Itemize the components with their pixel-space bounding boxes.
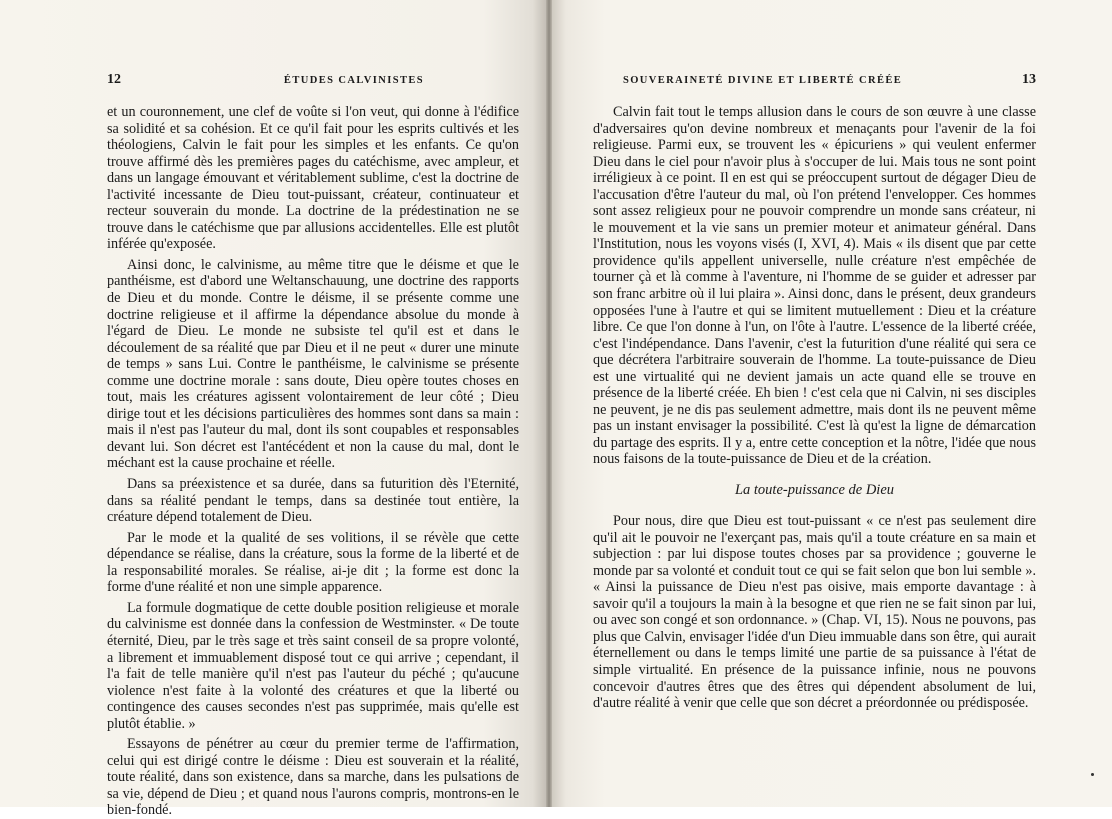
paragraph: Dans sa préexistence et sa durée, dans sa futurition dès l'Eternité, dans sa réalité pendant le temps, dans sa destinée tout entière, la créature dépend totalement de Dieu. (107, 476, 519, 526)
paragraph: et un couronnement, une clef de voûte si l'on veut, qui donne à l'édifice sa solidité et sa cohésion. Et ce qu'il fait pour les esprits cultivés et les théologiens, Calvin le fait pour les simples et les enfants. Ce qu'on trouve affirmé dès les premières pages du catéchisme, avec ampleur, et dans un langage émouvant et véritablement sublime, c'est la doctrine de l'activité incessante de Dieu tout-puissant, créateur, continuateur et recteur souverain du monde. La doctrine de la prédestination ne se trouve dans le catéchisme que par allusions accidentelles. Elle est plutôt inférée qu'exposée. (107, 104, 519, 253)
left-page (0, 0, 549, 819)
section-heading: La toute-puissance de Dieu (734, 482, 895, 499)
page-speck (1091, 773, 1094, 776)
paragraph: Par le mode et la qualité de ses volitions, il se révèle que cette dépendance se réalise, dans la créature, sous la forme de la liberté et de la responsabilité morales. Se réalise, ai-je dit ; la forme est donc la forme d'une réalité et non une simple apparence. (107, 529, 519, 596)
page-number-right: 13 (1022, 72, 1036, 87)
paragraph: Calvin fait tout le temps allusion dans le cours de son œuvre à une classe d'adversaires qu'on devine nombreux et menaçants pour l'avenir de la foi religieuse. Parmi eux, se trouvent les « épicuriens » qui veulent enfermer Dieu dans le ciel pour n'avoir plus à s'occuper de lui. Mais tous ne sont point irréligieux à ce point. Il en est qui se préoccupent surtout de dégager Dieu de l'accusation d'être l'auteur du mal, où l'on prétend l'envelopper. Ces hommes sont assez religieux pour ne pouvoir comprendre un monde sans créateur, ni le mouvement et la vie sans un premier moteur et animateur général. Dans l'Institution, nous les voyons visés (I, XVI, 4). Mais « ils disent que par cette providence qu'ils appellent universelle, nulle créature n'est empêchée de tourner çà et là comme à l'aventure, ni l'homme de se guider et adresser par son franc arbitre où il lui plaira ». Ainsi donc, dans le présent, deux grandeurs opposées l'une à l'autre et qui se limitent mutuellement : Dieu et la créature libre. Ce que l'on donne à l'un, on l'ôte à l'autre. L'essence de la liberté créée, c'est l'indépendance. Dans l'avenir, c'est la futurition d'une réalité qui sera ce que décrétera l'arbitraire souverain de l'homme. La toute-puissance de Dieu est une virtualité qui ne devient jamais un acte quand elle se trouve en présence de la liberté créée. Eh bien ! c'est cela que ni Calvin, ni ses disciples ne peuvent, je ne dis pas seulement admettre, mais dont ils ne peuvent même pas un instant envisager la possibilité. C'est là qu'est la ligne de démarcation du partage des esprits. Il y a, entre cette conception et la nôtre, l'idée que nous nous faisons de la toute-puissance de Dieu et de la création. (593, 104, 1036, 468)
paragraph: Pour nous, dire que Dieu est tout-puissant « ce n'est pas seulement dire qu'il ait le pouvoir ne l'exerçant pas, mais qu'il a toute créature en sa main et subjection : par lui dispose toutes choses par sa providence ; gouverne le monde par sa volonté et conduit tout ce qui se fait selon que bon lui semble ». « Ainsi la puissance de Dieu n'est pas oisive, mais emporte davantage : à savoir qu'il a toujours la main à la besogne et que rien ne se fait sinon par lui, ou avec son congé et son ordonnance. » (Chap. VI, 15). Nous ne pouvons, pas plus que Calvin, envisager l'idée d'un Dieu immuable dans son être, qui aurait éternellement ou dans le temps limité une partie de sa puissance à l'état de simple virtualité. En présence de la puissance infinie, nous ne pouvons concevoir d'autres êtres que des êtres qui dépendent absolument de lui, d'autre réalité à venir que celle que son décret a préordonnée ou prédisposée. (593, 513, 1037, 712)
paragraph: Essayons de pénétrer au cœur du premier terme de l'affirmation, celui qui est dirigé contre le déisme : Dieu est souverain et la réalité, toute réalité, dans son existence, dans sa marche, dans les pulsations de sa vie, dépend de Dieu ; et quand nous l'aurons compris, montrons-en le bien-fondé. (107, 736, 519, 819)
right-page-header (593, 72, 1036, 94)
paragraph: Ainsi donc, le calvinisme, au même titre que le déisme et que le panthéisme, est d'abord une Weltanschauung, une doctrine des rapports de Dieu et du monde. Contre le déisme, il se présente comme une doctrine religieuse et il affirme la dépendance absolue du monde à l'égard de Dieu. Le monde ne subsiste tel qu'il est et dans le découlement de sa réalité que par Dieu et il ne peut « durer une minute de temps » sans Lui. Contre le panthéisme, le calvinisme se présente comme une doctrine morale : sans doute, Dieu opère toutes choses en tout, mais les créatures agissent volontairement de leur côté ; Dieu dirige tout et les décisions particulières des hommes sont dans sa main : mais il n'est pas l'auteur du mal, dont ils sont coupables et responsables devant lui. Son décret est l'antécédent et non la cause du mal, dont le méchant est la cause prochaine et réelle. (107, 256, 519, 472)
book-gutter (546, 0, 552, 807)
running-head-right: SOUVERAINETÉ DIVINE ET LIBERTÉ CRÉÉE (623, 75, 903, 86)
running-head-left: ÉTUDES CALVINISTES (283, 75, 424, 86)
page-number-left: 12 (107, 72, 121, 87)
right-page (549, 0, 1112, 807)
paragraph: La formule dogmatique de cette double position religieuse et morale du calvinisme est donnée dans la confession de Westminster. « De toute éternité, Dieu, par le très sage et très saint conseil de sa propre volonté, a librement et immuablement disposé tout ce qui arrive ; cependant, il l'a fait de telle manière qu'il n'est pas l'auteur du péché ; qu'aucune violence n'est faite à la volonté des créatures et que la liberté ou contingence des causes secondes n'est pas supprimée, mais qu'elle est plutôt établie. » (107, 599, 519, 732)
left-page-header (107, 72, 519, 94)
